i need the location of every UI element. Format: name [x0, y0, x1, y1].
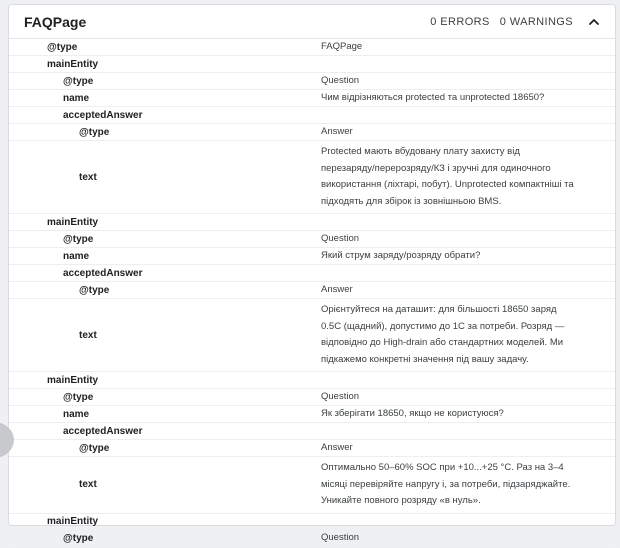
property-row: [9, 107, 615, 124]
property-value: Який струм заряду/розряду обрати?: [321, 249, 481, 261]
property-row: [9, 457, 615, 514]
warnings-count: 0 WARNINGS: [499, 15, 573, 28]
property-row: [9, 124, 615, 141]
panel-title: FAQPage: [24, 13, 87, 30]
property-row: [9, 423, 615, 440]
property-key: mainEntity: [47, 58, 99, 70]
property-value: Question: [321, 74, 360, 86]
property-value: Answer: [321, 125, 353, 137]
property-value: Question: [321, 232, 360, 244]
property-key: acceptedAnswer: [63, 109, 143, 121]
property-value: [289, 214, 615, 230]
property-key: text: [79, 329, 97, 341]
property-row: [9, 372, 615, 389]
property-key: @type: [79, 284, 110, 296]
property-row: [9, 214, 615, 231]
property-key: name: [63, 408, 90, 420]
property-key: mainEntity: [47, 374, 99, 386]
property-value: Оптимально 50–60% SOC при +10...+25 °С. Раз на 3–4 місяці перевіряйте напругу і, за потреби, підзаряджайте. Уникайте повного розряду «в нуль».: [321, 462, 571, 506]
issue-counts: [420, 16, 573, 28]
property-row: [9, 531, 615, 548]
property-key: @type: [63, 391, 94, 403]
property-row: [9, 406, 615, 423]
property-key: text: [79, 171, 97, 183]
property-row: [9, 90, 615, 107]
property-key: name: [63, 250, 90, 262]
property-value: Question: [321, 390, 360, 402]
property-row: [9, 514, 615, 531]
property-row: [9, 389, 615, 406]
property-table: [9, 39, 615, 548]
errors-count: 0 ERRORS: [430, 15, 490, 28]
chevron-up-icon[interactable]: [587, 15, 601, 29]
property-key: acceptedAnswer: [63, 425, 143, 437]
property-key: acceptedAnswer: [63, 267, 143, 279]
property-key: mainEntity: [47, 516, 99, 527]
property-key: @type: [63, 233, 94, 245]
property-row: [9, 282, 615, 299]
structured-data-panel: [8, 4, 616, 544]
property-value: [289, 265, 615, 281]
property-value: Чим відрізняються protected та unprotected 18650?: [321, 91, 545, 103]
property-value: [289, 107, 615, 123]
property-key: @type: [79, 126, 110, 138]
property-row: [9, 141, 615, 214]
property-key: @type: [63, 533, 94, 544]
property-row: [9, 56, 615, 73]
property-key: @type: [63, 75, 94, 87]
property-value: FAQPage: [321, 40, 363, 52]
property-row: [9, 248, 615, 265]
property-value: Question: [321, 532, 360, 544]
property-value: Як зберігати 18650, якщо не користуюся?: [321, 407, 504, 419]
property-row: [9, 299, 615, 372]
property-value: Орієнтуйтеся на даташит: для більшості 18650 заряд 0.5С (щадний), допустимо до 1С за потреби. Розряд — відповідно до High-drain або стандартних моделей. Ми підкажемо конкретні значення під вашу задачу.: [321, 304, 565, 365]
property-key: @type: [79, 442, 110, 454]
property-key: text: [79, 479, 97, 491]
property-value: Answer: [321, 441, 353, 453]
property-row: [9, 73, 615, 90]
property-value: [289, 423, 615, 439]
property-value: Protected мають вбудовану плату захисту від перезаряду/перерозряду/КЗ і зручні для одиночного використання (ліхтарі, побут). Unprotected компактніші та підходять для збірок із зовнішньою BMS.: [321, 146, 574, 207]
property-row: [9, 231, 615, 248]
property-value: [289, 372, 615, 388]
property-key: name: [63, 92, 90, 104]
property-value: Answer: [321, 283, 353, 295]
property-row: [9, 440, 615, 457]
property-row: [9, 265, 615, 282]
property-key: @type: [47, 41, 78, 53]
panel-header[interactable]: [9, 5, 615, 39]
property-value: [289, 514, 615, 530]
property-value: [289, 56, 615, 72]
property-key: mainEntity: [47, 216, 99, 228]
property-row: [9, 39, 615, 56]
